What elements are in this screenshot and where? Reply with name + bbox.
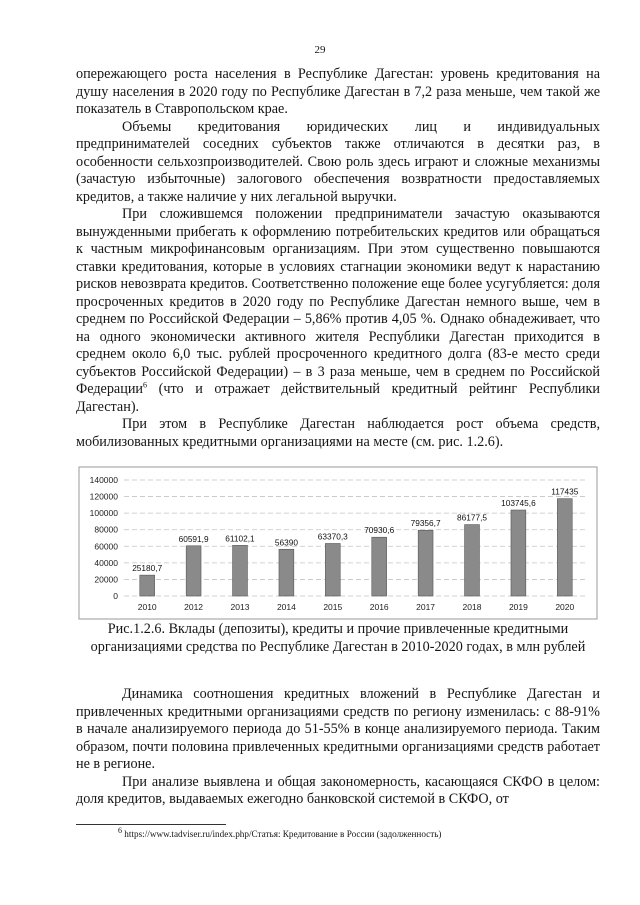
data-label: 86177,5 — [457, 512, 487, 523]
y-tick-label: 100000 — [89, 508, 118, 519]
y-tick-label: 0 — [113, 591, 118, 601]
paragraph — [76, 206, 600, 416]
x-tick-label: 2016 — [369, 602, 389, 612]
paragraph-text: При сложившемся положении предприниматели зачастую оказываются вынужденными прибегать к оформлению потребительских кредитов или обращаться к частным микрофинансовым организациям. При этом существенно повышаются ставки кредитования, которые в условиях стагнации экономики ведут к нарастанию рисков невозврата кредитов. Соответственно положение еще более усугубляется: доля просроченных кредитов в 2020 году по Республике Дагестан немного выше, чем в среднем по Российской Федерации – 5,86% против 4,05 %. Однако обнадеживает, что на одного экономически активного жителя Республики Дагестан приходится в среднем около 6,0 тыс. рублей просроченного кредитного долга (83-е место среди субъектов Российской Федерации) – в 3 раза меньше, чем в среднем по Российской Федерации — [76, 206, 600, 397]
bar — [511, 510, 526, 596]
y-tick-label: 20000 — [94, 574, 118, 585]
x-tick-label: 2017 — [416, 602, 436, 612]
y-tick-label: 120000 — [89, 491, 118, 502]
bar — [418, 530, 433, 596]
data-label: 79356,7 — [410, 518, 441, 529]
x-tick-label: 2013 — [230, 602, 250, 612]
footnote-rule — [76, 824, 226, 825]
data-label: 63370,3 — [317, 531, 348, 542]
paragraph: Динамика соотношения кредитных вложений в Республике Дагестан и привлеченных кредитными организациями средств по региону изменилась: с 88-91% в начале анализируемого периода до 51-55% в конце анализируемого периода. Таким образом, почти половина привлеченных кредитными организациями средств работает не в регионе. — [76, 686, 600, 772]
x-tick-label: 2020 — [555, 602, 575, 612]
data-label: 103745,6 — [501, 498, 536, 509]
bar — [465, 525, 480, 596]
data-label: 60591,9 — [178, 533, 209, 544]
y-tick-label: 60000 — [94, 541, 118, 552]
footnote-marker: 6 — [143, 380, 148, 390]
page-number: 29 — [314, 44, 326, 56]
x-tick-label: 2010 — [137, 602, 157, 612]
data-label: 70930,6 — [364, 525, 395, 536]
paragraph: Объемы кредитования юридических лиц и индивидуальных предпринимателей соседних субъектов также отличаются в десятки раз, в особенности сельхозпроизводителей. Свою роль здесь играют и сложные механизмы (зачастую избыточные) залогового обеспечения возвратности предоставляемых кредитов, а также наличие у них легальной выручки. — [76, 118, 600, 205]
bar — [325, 543, 340, 596]
bar — [140, 575, 155, 596]
bar — [372, 537, 387, 596]
footnote — [118, 825, 442, 840]
text-top — [76, 66, 600, 451]
footnote-number: 6 — [118, 825, 122, 835]
data-label: 25180,7 — [132, 563, 163, 574]
y-tick-label: 40000 — [94, 557, 118, 568]
y-tick-label: 80000 — [94, 524, 118, 535]
data-label: 117435 — [551, 486, 579, 497]
x-tick-label: 2015 — [323, 602, 343, 612]
chart-svg — [78, 466, 598, 620]
paragraph-text: (что и отражает действительный кредитный рейтинг Республики Дагестан). — [76, 381, 600, 415]
text-bottom — [76, 686, 600, 809]
paragraph: опережающего роста населения в Республике Дагестан: уровень кредитования на душу населения в 2020 году по Республике Дагестан в 7,2 раза меньше, чем такой же показатель в Ставропольском крае. — [76, 66, 600, 117]
footnote-text: https://www.tadviser.ru/index.php/Статья: Кредитование в России (задолженность) — [124, 829, 442, 839]
paragraph: При этом в Республике Дагестан наблюдается рост объема средств, мобилизованных кредитными организациями на месте (см. рис. 1.2.6). — [76, 416, 600, 450]
paragraph: При анализе выявлена и общая закономерность, касающаяся СКФО в целом: доля кредитов, выдаваемых ежегодно банковской системой в СКФО, от — [76, 773, 600, 807]
x-tick-label: 2012 — [184, 602, 204, 612]
bar — [279, 549, 294, 596]
bar — [233, 545, 248, 596]
figure-caption: Рис.1.2.6. Вклады (депозиты), кредиты и прочие привлеченные кредитными организациями средства по Республике Дагестан в 2010-2020 годах, в млн рублей — [90, 621, 586, 655]
data-label: 61102,1 — [225, 533, 255, 544]
bar — [186, 546, 201, 596]
x-tick-label: 2019 — [508, 602, 528, 612]
deposits-bar-chart — [78, 466, 598, 620]
x-tick-label: 2014 — [276, 602, 296, 612]
x-tick-label: 2018 — [462, 602, 482, 612]
bar — [557, 499, 572, 596]
y-tick-label: 140000 — [89, 475, 118, 485]
data-label: 56390 — [274, 537, 298, 548]
